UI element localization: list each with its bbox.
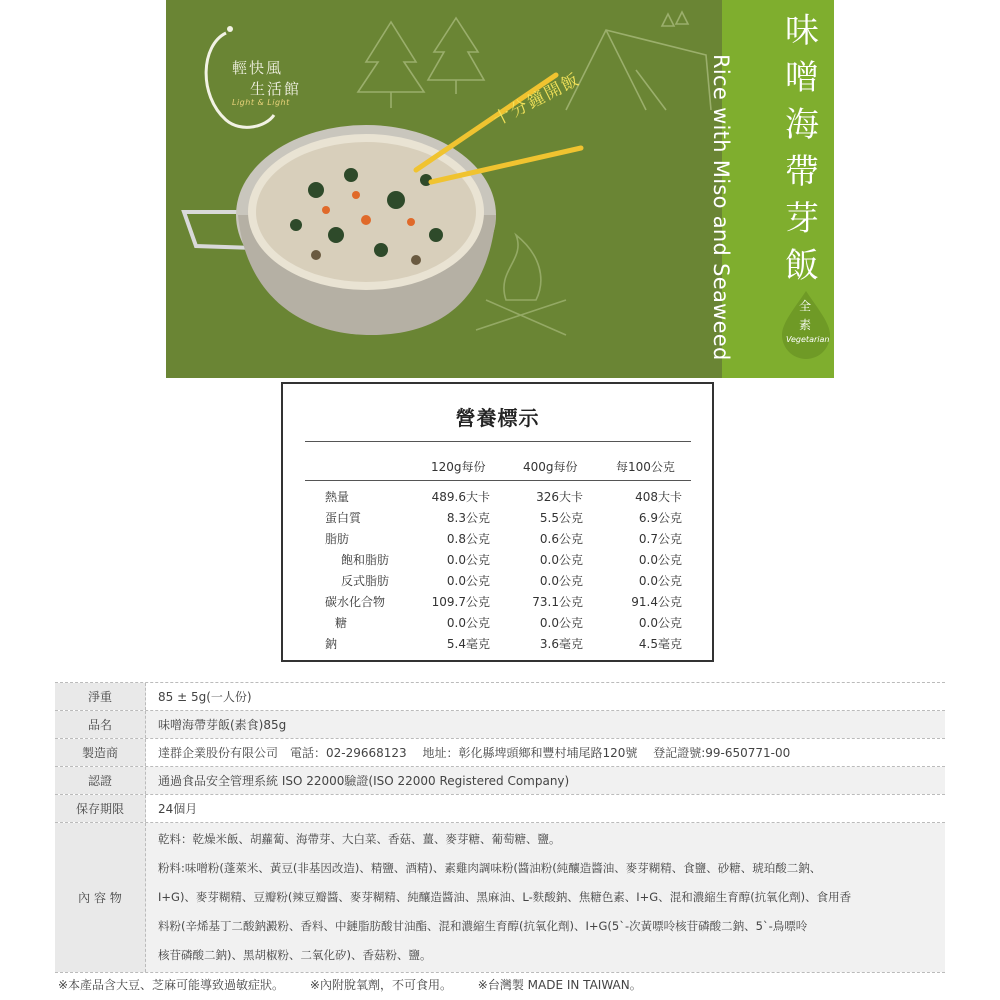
product-title-chinese <box>780 8 824 290</box>
nutrition-row <box>283 635 712 656</box>
info-key: 內 容 物 <box>55 823 146 972</box>
value-per-400g: 0.6公克 <box>539 532 583 546</box>
ingredients-line: I+G)、麥芽糊精、豆瓣粉(辣豆瓣醬、麥芽糊精、純釀造醬油、黑麻油、L-麩酸鈉、焦糖色素、I+G、混和濃縮生育醇(抗氧化劑)、食用香 <box>158 890 852 904</box>
ingredients-line: 核苷磷酸二鈉)、黑胡椒粉、二氧化矽)、香菇粉、鹽。 <box>158 948 432 962</box>
nutrition-row <box>283 614 712 635</box>
value-per-400g: 5.5公克 <box>539 511 583 525</box>
value-per-400g: 326大卡 <box>536 490 583 504</box>
origin-note: ※台灣製 MADE IN TAIWAN。 <box>477 978 642 992</box>
title-char: 飯 <box>785 246 819 286</box>
info-key: 保存期限 <box>55 795 146 822</box>
nutrient-label: 碳水化合物 <box>325 595 386 609</box>
value-per-400g: 0.0公克 <box>539 616 583 630</box>
value-per-100g: 408大卡 <box>635 490 682 504</box>
nutrient-label: 熱量 <box>325 490 350 504</box>
value-per-100g: 91.4公克 <box>631 595 682 609</box>
value-per-120g: 0.8公克 <box>446 532 490 546</box>
value-per-100g: 0.0公克 <box>638 616 682 630</box>
info-key: 淨重 <box>55 683 146 710</box>
info-key: 認證 <box>55 767 146 794</box>
logo-text-line1: 輕快風 <box>232 59 284 77</box>
nutrient-label: 糖 <box>335 616 348 630</box>
slogan-text: 十分鐘開飯 <box>490 69 584 131</box>
info-key: 品名 <box>55 711 146 738</box>
vegetarian-label-2: 素 <box>799 318 812 332</box>
value-per-400g: 73.1公克 <box>532 595 583 609</box>
value-per-400g: 0.0公克 <box>539 553 583 567</box>
vegetarian-label-english: Vegetarian <box>786 335 830 344</box>
logo-text-line2: 生活館 <box>250 80 302 98</box>
rice-bowl-image <box>184 125 496 335</box>
value-per-120g: 5.4毫克 <box>446 637 490 651</box>
value-per-120g: 109.7公克 <box>431 595 490 609</box>
value-per-120g: 0.0公克 <box>446 574 490 588</box>
nutrition-row <box>283 509 712 530</box>
product-title-english: Rice with Miso and Seaweed <box>709 54 733 361</box>
ingredients-line: 粉料:味噌粉(蓬萊米、黃豆(非基因改造)、精鹽、酒精)、素雞肉調味粉(醬油粉(純釀造醬油、麥芽糊精、食鹽、砂糖、琥珀酸二鈉、 <box>158 861 822 875</box>
info-row-product-name <box>55 710 945 738</box>
info-value: 85 ± 5g(一人份) <box>158 690 252 704</box>
ingredients-line: 料粉(辛烯基丁二酸鈉澱粉、香料、中鏈脂肪酸甘油酯、混和濃縮生育醇(抗氧化劑)、I+G(5`-次黃嘌呤核苷磷酸二鈉、5`-鳥嘌呤 <box>158 919 808 933</box>
info-value: 味噌海帶芽飯(素食)85g <box>146 711 945 738</box>
info-row-ingredients <box>55 822 945 973</box>
title-char: 帶 <box>785 152 819 192</box>
title-char: 噌 <box>785 58 819 98</box>
nutrient-label: 飽和脂肪 <box>341 553 390 567</box>
nutrient-label: 反式脂肪 <box>341 574 390 588</box>
nutrition-facts-panel <box>281 382 714 662</box>
info-row-net-weight <box>55 682 945 710</box>
product-info-table <box>55 682 945 973</box>
value-per-100g: 0.0公克 <box>638 574 682 588</box>
value-per-120g: 8.3公克 <box>446 511 490 525</box>
nutrient-label: 蛋白質 <box>325 511 362 525</box>
info-row-shelf-life <box>55 794 945 822</box>
logo-english-text: Light & Light <box>232 98 290 107</box>
value-per-120g: 489.6大卡 <box>431 490 490 504</box>
value-per-100g: 6.9公克 <box>638 511 682 525</box>
value-per-100g: 0.0公克 <box>638 553 682 567</box>
title-char: 味 <box>785 11 819 51</box>
nutrient-label: 脂肪 <box>325 532 350 546</box>
nutrition-row <box>283 551 712 572</box>
ingredients-text <box>146 823 945 972</box>
value-per-400g: 3.6毫克 <box>539 637 583 651</box>
title-char: 芽 <box>785 199 819 239</box>
column-header: 每100公克 <box>616 460 675 474</box>
info-row-manufacturer <box>55 738 945 766</box>
value-per-100g: 0.7公克 <box>638 532 682 546</box>
title-char: 海 <box>785 105 819 145</box>
value-per-100g: 4.5毫克 <box>638 637 682 651</box>
divider <box>305 441 691 442</box>
info-row-certification <box>55 766 945 794</box>
info-key: 製造商 <box>55 739 146 766</box>
info-value: 通過食品安全管理系統 ISO 22000驗證(ISO 22000 Registered Company) <box>146 767 945 794</box>
product-banner <box>166 0 834 378</box>
value-per-400g: 0.0公克 <box>539 574 583 588</box>
column-header: 120g每份 <box>431 460 486 474</box>
nutrition-row <box>283 572 712 593</box>
nutrition-title: 營養標示 <box>455 406 540 430</box>
footnotes <box>58 976 664 993</box>
info-value: 24個月 <box>158 802 198 816</box>
vegetarian-label-1: 全 <box>799 299 812 313</box>
value-per-120g: 0.0公克 <box>446 553 490 567</box>
info-value: 達群企業股份有限公司 電話：02-29668123 地址：彰化縣埤頭鄉和豐村埔尾路120號 登記證號:99-650771-00 <box>158 746 791 760</box>
tent-icon <box>566 30 711 110</box>
allergen-note: ※本產品含大豆、芝麻可能導致過敏症狀。 <box>58 978 285 992</box>
oxygen-absorber-note: ※內附脫氧劑，不可食用。 <box>309 978 452 992</box>
column-header: 400g每份 <box>523 460 578 474</box>
divider <box>305 480 691 481</box>
nutrition-row <box>283 530 712 551</box>
ingredients-line: 乾料：乾燥米飯、胡蘿蔔、海帶芽、大白菜、香菇、薑、麥芽糖、葡萄糖、鹽。 <box>158 832 561 846</box>
nutrition-row <box>283 488 712 509</box>
nutrition-row <box>283 593 712 614</box>
value-per-120g: 0.0公克 <box>446 616 490 630</box>
nutrient-label: 鈉 <box>325 637 338 651</box>
